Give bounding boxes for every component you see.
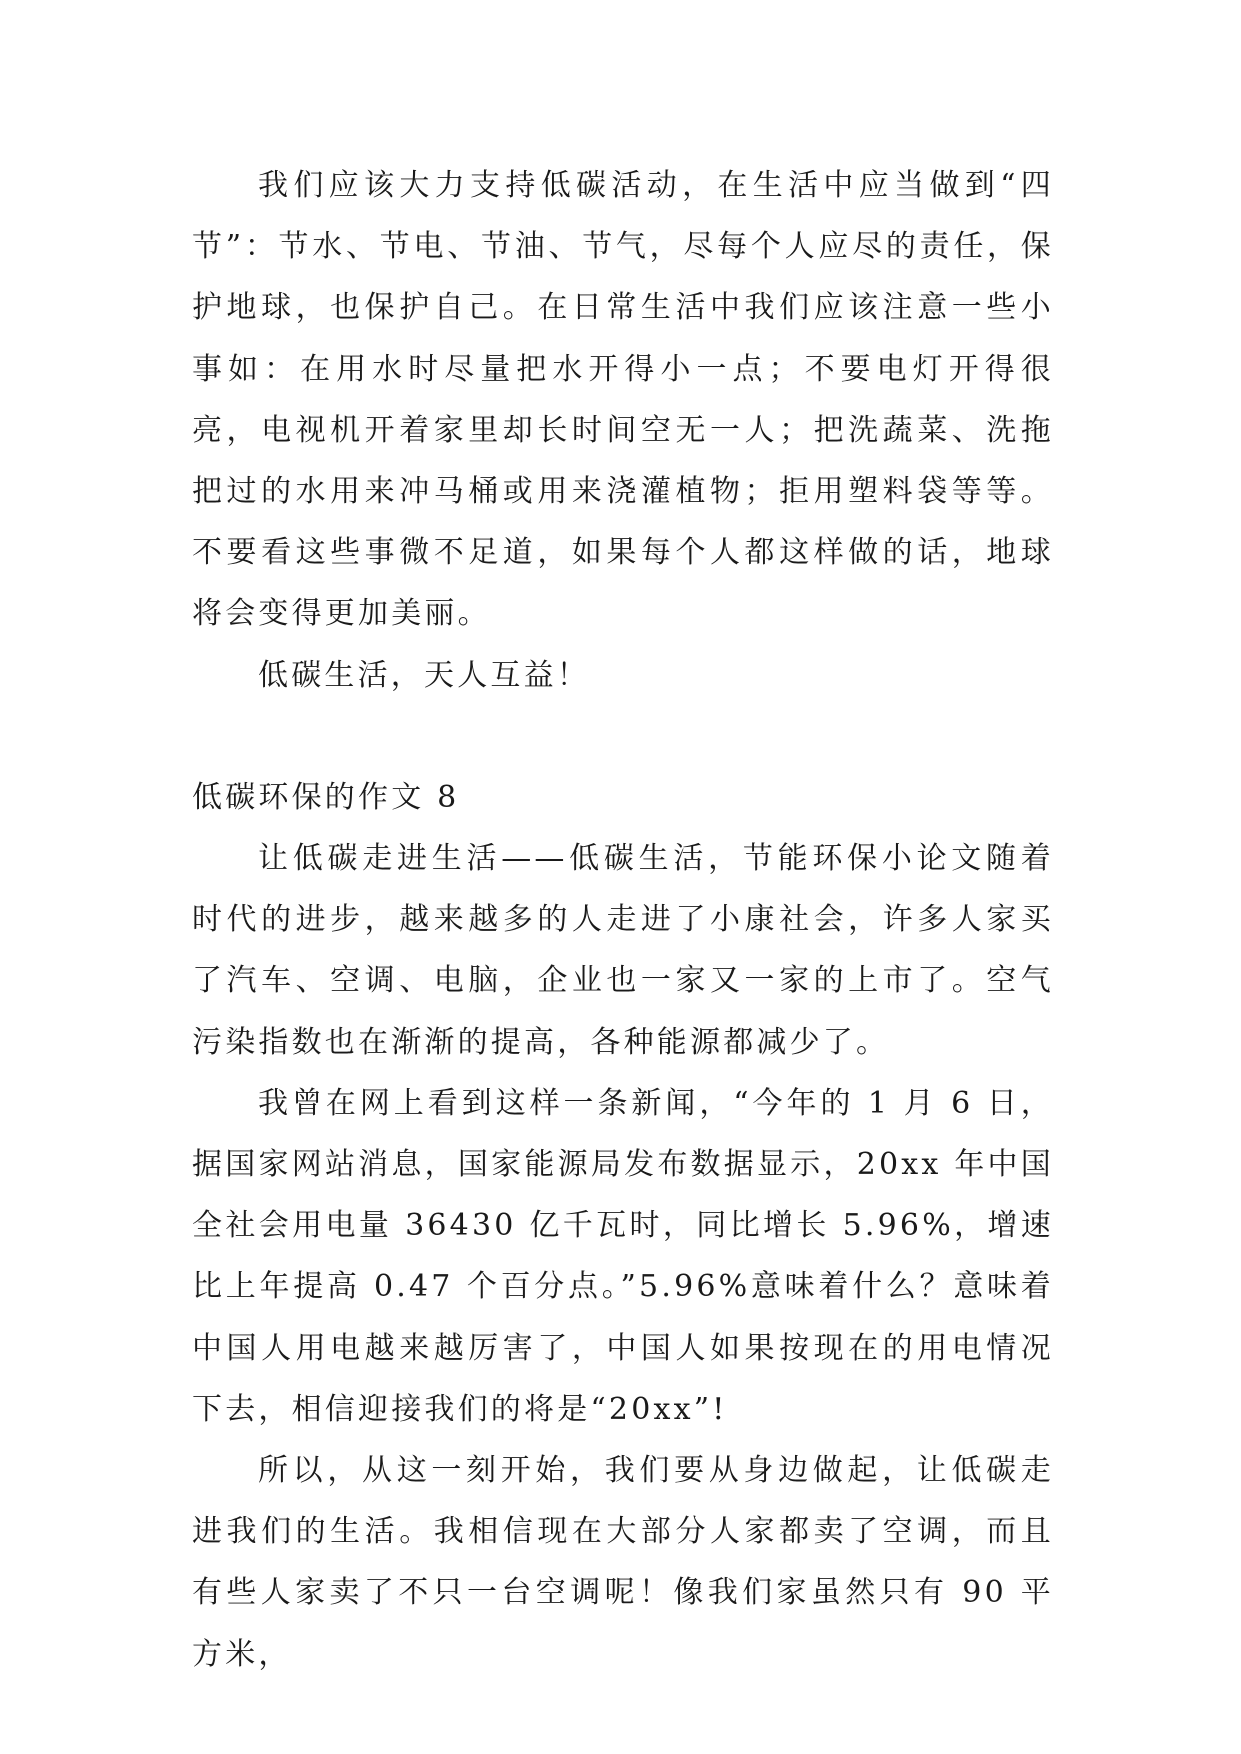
paragraph-news: 我曾在网上看到这样一条新闻，“今年的 1 月 6 日，据国家网站消息，国家能源局发布数据显示，20xx 年中国全社会用电量 36430 亿千瓦时，同比增长 5.96%，增速比上年提高 0.47 个百分点。”5.96%意味着什么？意味着中国人用电越来越厉害了，中国人如果按现在的用电情况下去，相信迎接我们的将是“20xx”! [192, 1085, 1054, 1427]
paragraph-four-savings: 我们应该大力支持低碳活动，在生活中应当做到“四节”：节水、节电、节油、节气，尽每个人应尽的责任，保护地球，也保护自己。在日常生活中我们应该注意一些小事如：在用水时尽量把水开得小一点；不要电灯开得很亮，电视机开着家里却长时间空无一人；把洗蔬菜、洗拖把过的水用来冲马桶或用来浇灌植物；拒用塑料袋等等。不要看这些事微不足道，如果每个人都这样做的话，地球将会变得更加美丽。 [192, 168, 1054, 632]
paragraph-action: 所以，从这一刻开始，我们要从身边做起，让低碳走进我们的生活。我相信现在大部分人家都卖了空调，而且有些人家卖了不只一台空调呢！像我们家虽然只有 90 平方米， [192, 1453, 1054, 1672]
section-spacer [192, 706, 1054, 767]
paragraph-slogan: 低碳生活，天人互益！ [258, 657, 590, 693]
section-title: 低碳环保的作文 8 [192, 779, 460, 815]
paragraph-intro: 让低碳走进生活——低碳生活，节能环保小论文随着时代的进步，越来越多的人走进了小康社会，许多人家买了汽车、空调、电脑，企业也一家又一家的上市了。空气污染指数也在渐渐的提高，各种能源都减少了。 [192, 841, 1054, 1060]
document-body [192, 155, 1054, 1685]
